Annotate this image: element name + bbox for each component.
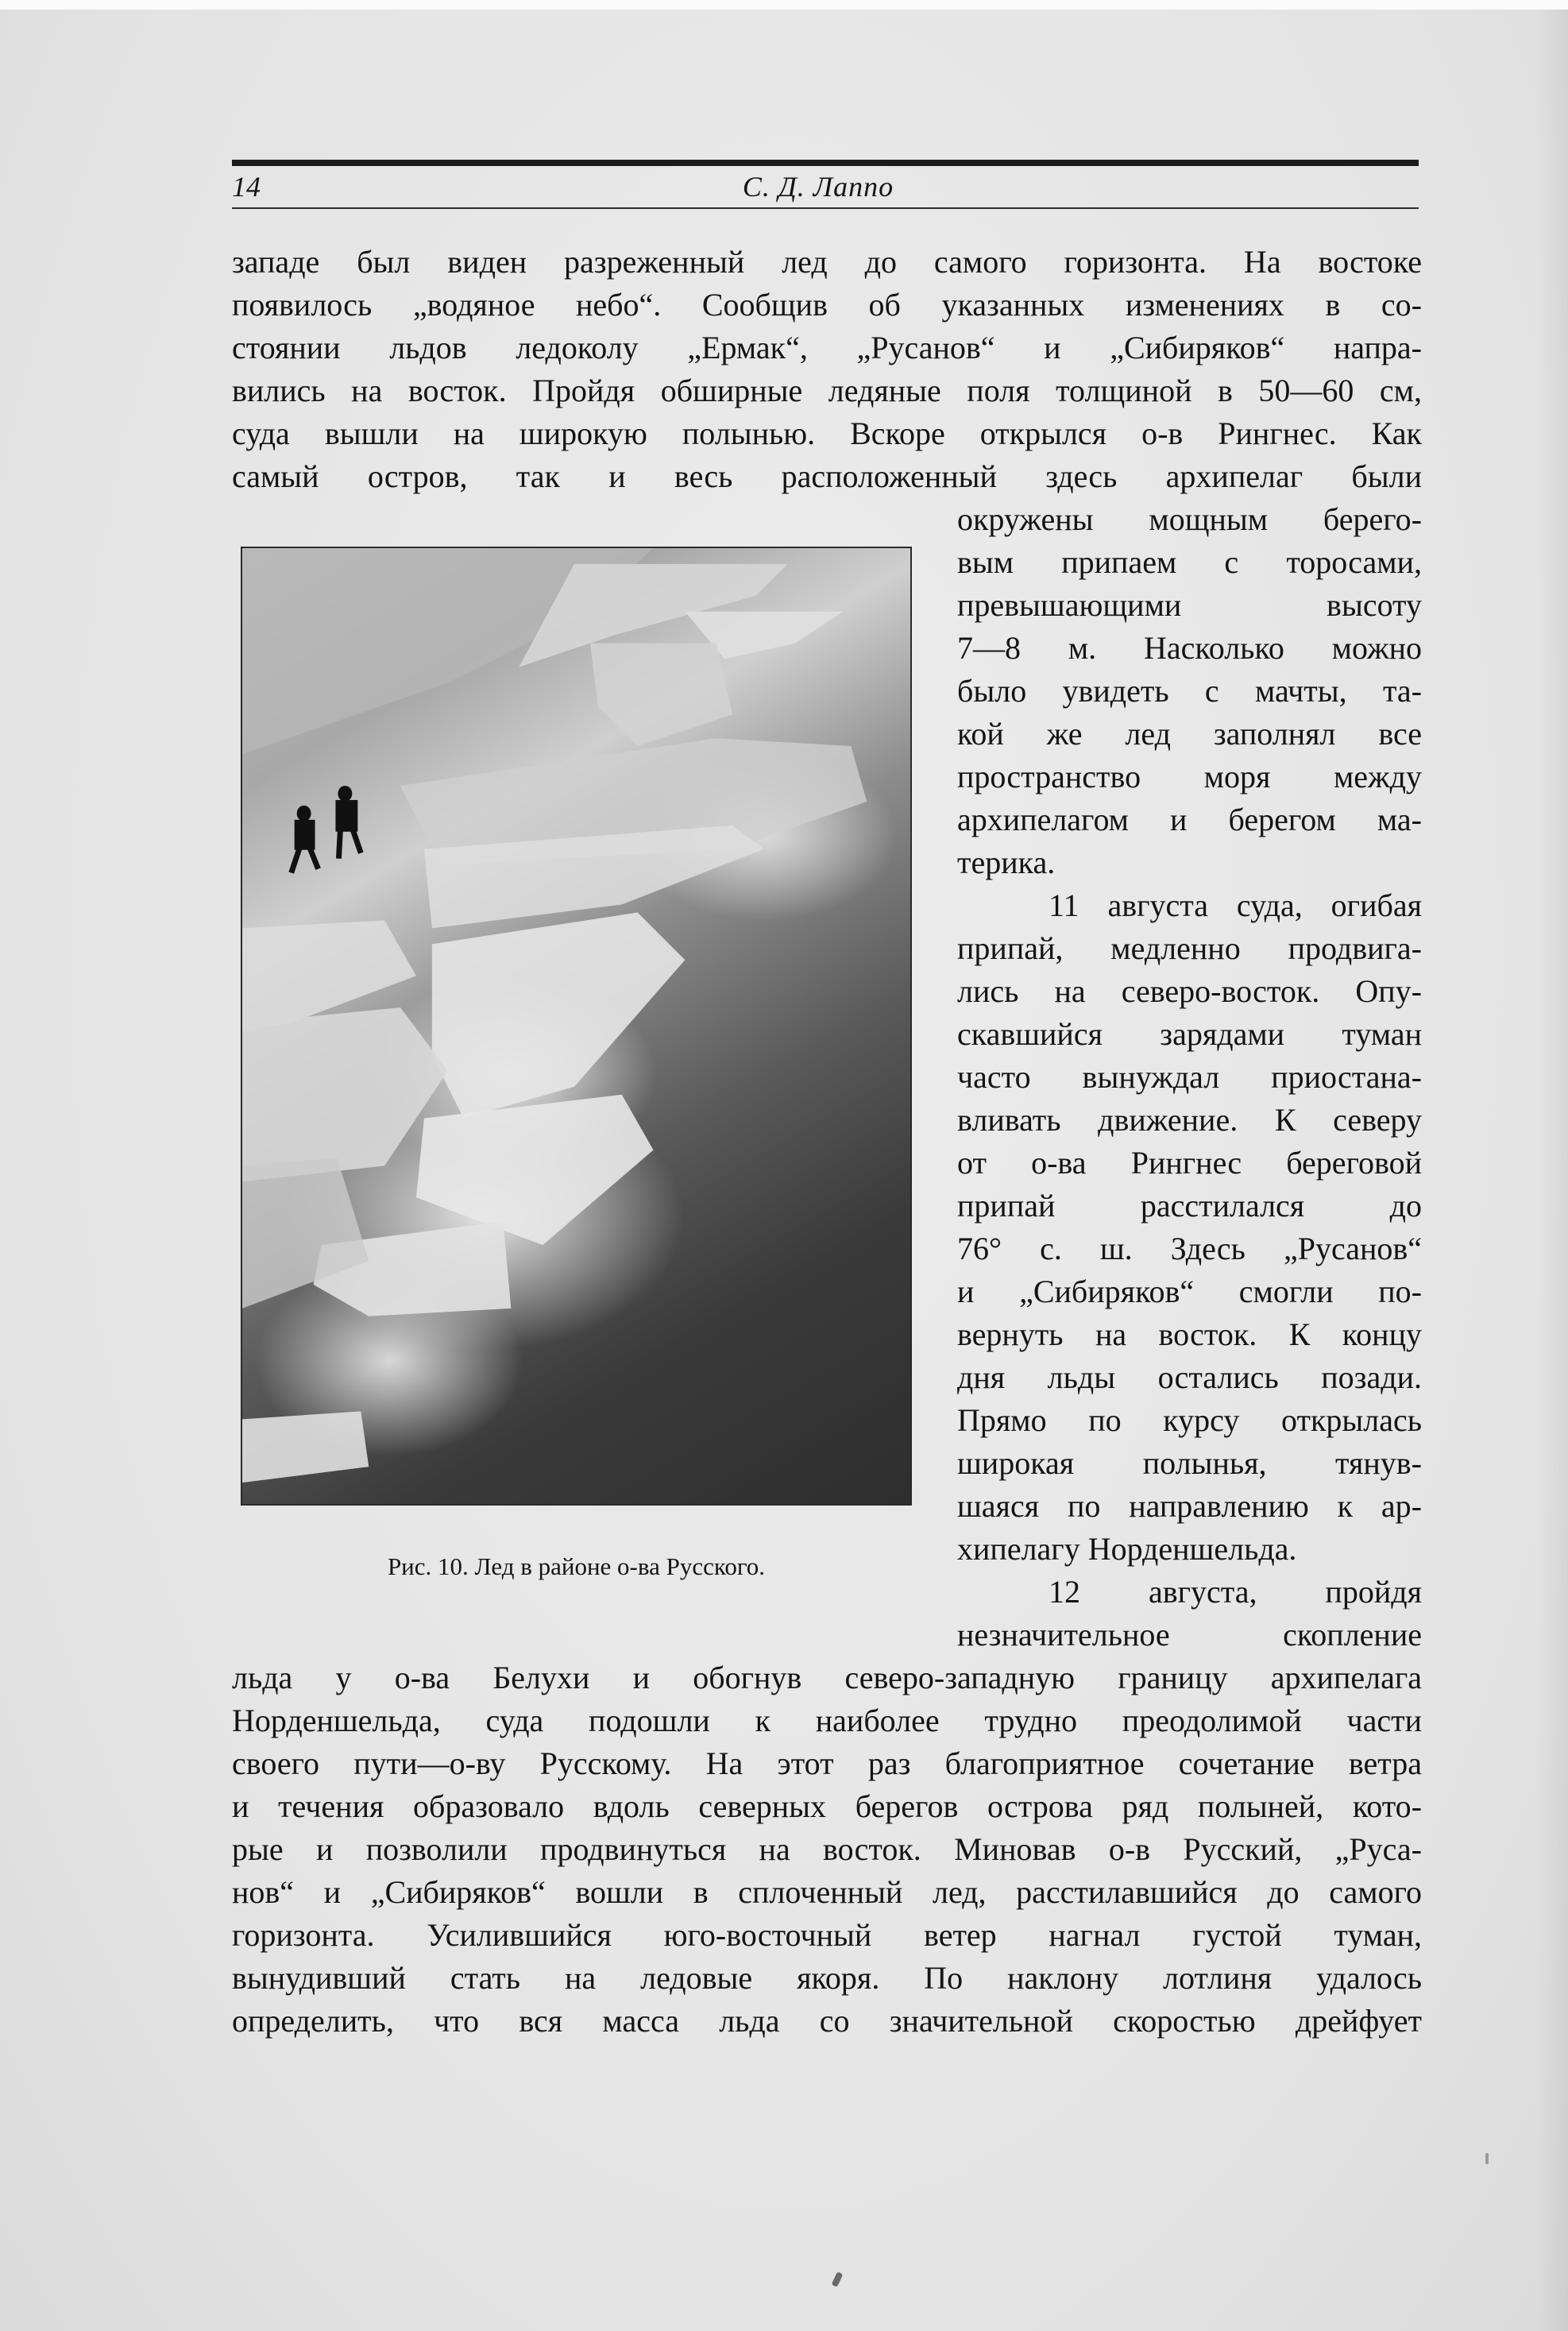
- text-line: было увидеть с мачты, та-: [957, 673, 1422, 709]
- text-line: архипелагом и берегом ма-: [957, 802, 1422, 837]
- header-rule-top: [232, 160, 1419, 166]
- text-line: часто вынуждал приостана-: [957, 1059, 1422, 1095]
- text-line: 11 августа суда, огибая: [1049, 887, 1422, 923]
- text-line: и „Сибиряков“ смогли по-: [957, 1274, 1422, 1309]
- text-line: окружены мощным берего-: [957, 501, 1422, 537]
- two-people-figures: [292, 786, 361, 873]
- text-line: незначительное скопление: [957, 1617, 1422, 1653]
- header-rule-bottom: [232, 207, 1419, 209]
- text-line: вливать движение. К северу: [957, 1102, 1422, 1138]
- text-line: нов“ и „Сибиряков“ вошли в сплоченный лед, расстилавшийся до самого: [232, 1874, 1422, 1910]
- text-line: стоянии льдов ледоколу „Ермак“, „Русанов“ и „Сибиряков“ напра-: [232, 330, 1422, 365]
- text-line: появилось „водяное небо“. Сообщив об указанных изменениях в со-: [232, 287, 1422, 323]
- page-number: 14: [232, 171, 261, 203]
- text-line: припай, медленно продвига-: [957, 930, 1422, 966]
- text-line: превышающими высоту: [957, 587, 1422, 623]
- text-line: своего пути—о-ву Русскому. На этот раз благоприятное сочетание ветра: [232, 1745, 1422, 1781]
- text-line: вым припаем с торосами,: [957, 544, 1422, 580]
- text-line: самый остров, так и весь расположенный здесь архипелаг были: [232, 458, 1422, 494]
- text-line: шаяся по направлению к ар-: [957, 1488, 1422, 1524]
- text-line: Норденшельда, суда подошли к наиболее трудно преодолимой части: [232, 1703, 1422, 1738]
- text-line: терика.: [957, 845, 1056, 880]
- text-line: 76° с. ш. Здесь „Русанов“: [957, 1231, 1422, 1266]
- text-line: широкая полынья, тянув-: [957, 1445, 1422, 1481]
- text-line: скавшийся зарядами туман: [957, 1016, 1422, 1052]
- text-line: определить, что вся масса льда со значительной скоростью дрейфует: [232, 2003, 1422, 2039]
- ice-floe: [416, 1095, 654, 1245]
- text-line: 7—8 м. Насколько можно: [957, 630, 1422, 666]
- text-line: припай расстилался до: [957, 1188, 1422, 1223]
- text-line: лись на северо-восток. Опу-: [957, 973, 1422, 1009]
- figure-caption: Рис. 10. Лед в районе о-ва Русского.: [387, 1552, 766, 1580]
- text-line: дня льды остались позади.: [957, 1359, 1422, 1395]
- figure-photo-ice-floes: [241, 547, 912, 1506]
- text-line: рые и позволили продвинуться на восток. Миновав о-в Русский, „Руса-: [232, 1831, 1422, 1867]
- ice-floe: [432, 912, 685, 1118]
- text-line: Прямо по курсу открылась: [957, 1402, 1422, 1438]
- text-line: горизонта. Усилившийся юго-восточный ветер нагнал густой туман,: [232, 1917, 1422, 1953]
- ice-floe: [590, 644, 732, 747]
- text-line: от о-ва Рингнес береговой: [957, 1145, 1422, 1181]
- ice-floe: [242, 1411, 369, 1482]
- text-line: вынудивший стать на ледовые якоря. По наклону лотлиня удалось: [232, 1960, 1422, 1996]
- text-line: 12 августа, пройдя: [1049, 1574, 1422, 1610]
- text-line: вернуть на восток. К концу: [957, 1316, 1422, 1352]
- text-line: пространство моря между: [957, 759, 1422, 794]
- text-line: льда у о-ва Белухи и обогнув северо-западную границу архипелага: [232, 1660, 1422, 1695]
- scan-top-margin: [0, 0, 1568, 10]
- text-line: кой же лед заполнял все: [957, 716, 1422, 752]
- running-title: С. Д. Лаппо: [742, 171, 894, 203]
- photo-illustration: [242, 548, 910, 1504]
- text-line: хипелагу Норденшельда.: [957, 1531, 1297, 1567]
- page-edge-shadow: [1536, 10, 1568, 2331]
- text-line: западе был виден разреженный лед до самого горизонта. На востоке: [232, 244, 1422, 280]
- ice-floe: [242, 1007, 448, 1181]
- text-line: суда вышли на широкую полынью. Вскоре открылся о-в Рингнес. Как: [232, 416, 1422, 451]
- text-line: вились на восток. Пройдя обширные ледяные поля толщиной в 50—60 см,: [232, 373, 1422, 408]
- text-line: и течения образовало вдоль северных берегов острова ряд полыней, кото-: [232, 1788, 1422, 1824]
- paper-blemish: [1485, 2153, 1489, 2164]
